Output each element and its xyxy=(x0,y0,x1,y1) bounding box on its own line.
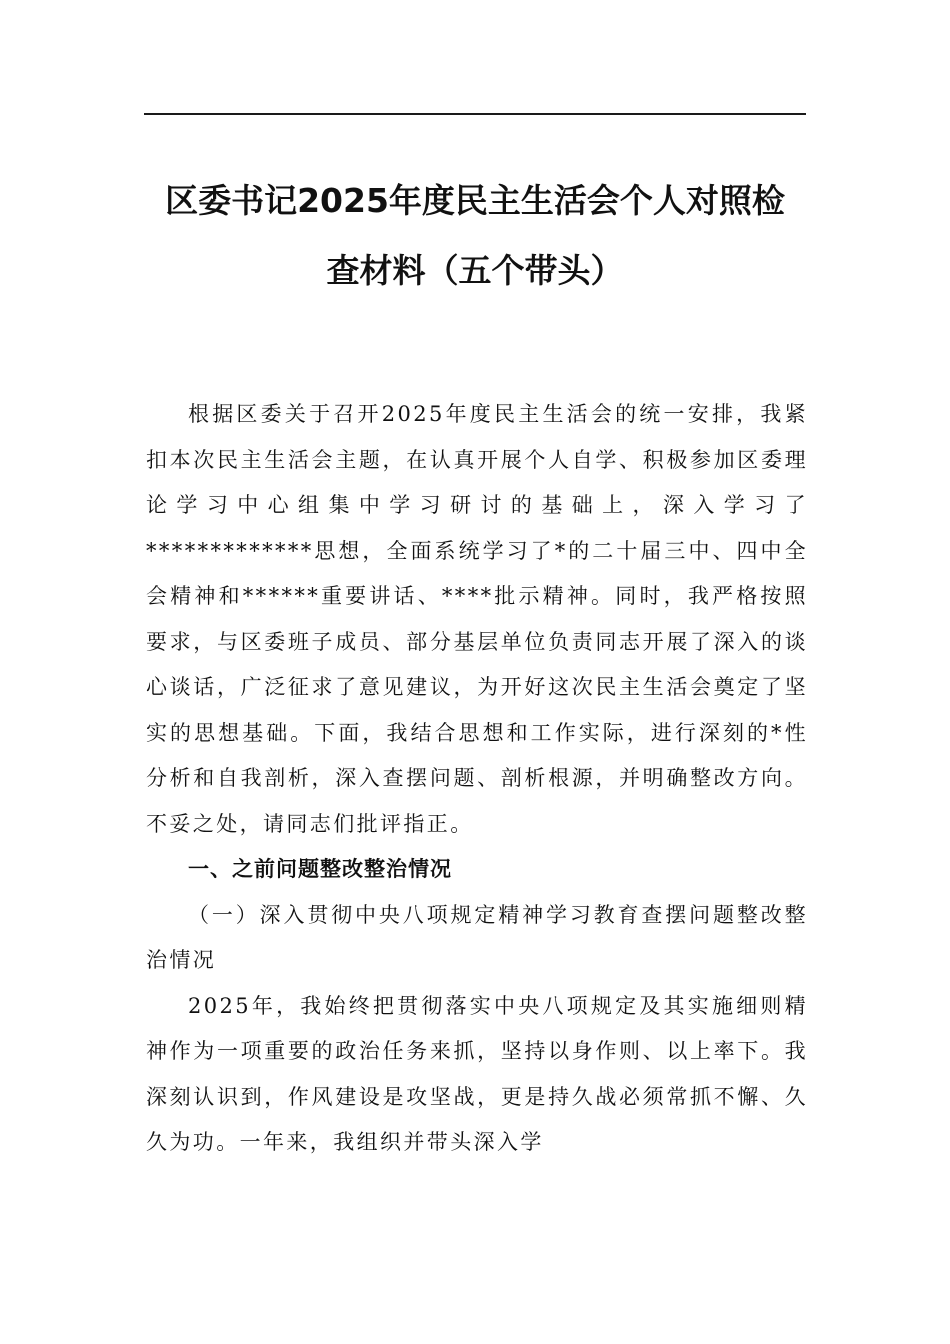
subsection-heading: （一）深入贯彻中央八项规定精神学习教育查摆问题整改整治情况 xyxy=(146,902,808,972)
header-rule xyxy=(144,113,806,115)
intro-paragraph: 根据区委关于召开2025年度民主生活会的统一安排，我紧扣本次民主生活会主题，在认真开展个人自学、积极参加区委理论学习中心组集中学习研讨的基础上，深入学习了*************思想，全面系统学习了*的二十届三中、四中全会精神和******重要讲话、****批示精神。同时，我严格按照要求，与区委班子成员、部分基层单位负责同志开展了深入的谈心谈话，广泛征求了意见建议，为开好这次民主生活会奠定了坚实的思想基础。下面，我结合思想和工作实际，进行深刻的*性分析和自我剖析，深入查摆问题、剖析根源，并明确整改方向。不妥之处，请同志们批评指正。 xyxy=(146,402,808,836)
document-body xyxy=(146,392,808,1166)
document-title xyxy=(144,166,806,306)
body-paragraph: 2025年，我始终把贯彻落实中央八项规定及其实施细则精神作为一项重要的政治任务来抓，坚持以身作则、以上率下。我深刻认识到，作风建设是攻坚战，更是持久战必须常抓不懈、久久为功。一年来，我组织并带头深入学 xyxy=(146,993,808,1154)
title-line-2: 查材料（五个带头） xyxy=(326,251,624,290)
title-line-1: 区委书记2025年度民主生活会个人对照检 xyxy=(165,181,785,220)
section-heading: 一、之前问题整改整治情况 xyxy=(188,857,452,881)
